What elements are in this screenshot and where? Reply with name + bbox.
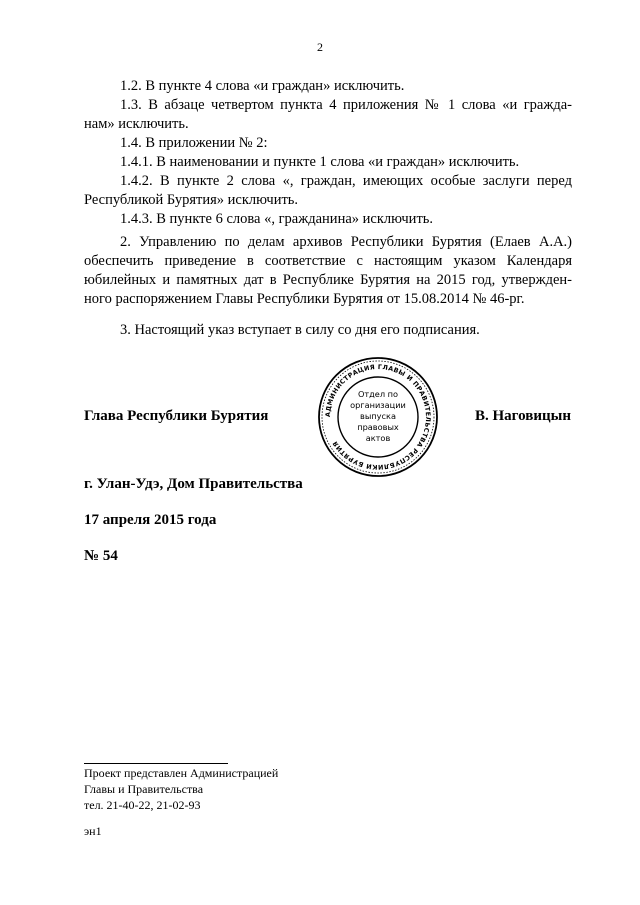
decree-number: № 54 [84, 548, 118, 564]
paragraph-1-4-2-cont: Республикой Бурятия» исключить. [84, 192, 299, 208]
executor-code: эн1 [84, 824, 102, 838]
paragraph-1-4-3: 1.4.3. В пункте 6 слова «, гражданина» исключить. [120, 211, 434, 227]
section-3-text: 3. Настоящий указ вступает в силу со дня его подписания. [120, 322, 480, 338]
section-2-line-3: юбилейных и памятных дат в Республике Бурятия на 2015 год, утвержден- [84, 272, 572, 288]
seal-line-5: актов [365, 433, 391, 443]
seal-line-2: организации [350, 400, 406, 410]
footnote-phone: тел. 21-40-22, 21-02-93 [84, 798, 201, 812]
section-2-line-2: обеспечить приведение в соответствие с настоящим указом Календаря [84, 253, 572, 269]
decree-date: 17 апреля 2015 года [84, 512, 217, 528]
paragraph-1-4: 1.4. В приложении № 2: [120, 135, 268, 151]
section-2-line-4: ного распоряжением Главы Республики Бурятия от 15.08.2014 № 46-рг. [84, 291, 525, 307]
footnote-line-1: Проект представлен Администрацией [84, 766, 279, 780]
section-3 [84, 321, 572, 340]
page-number: 2 [317, 40, 323, 54]
paragraph-1-2: 1.2. В пункте 4 слова «и граждан» исключить. [120, 78, 405, 94]
signatory-name: В. Наговицын [475, 408, 571, 424]
seal-line-4: правовых [357, 422, 399, 432]
signatory-title: Глава Республики Бурятия [84, 408, 269, 424]
seal-line-1: Отдел по [357, 389, 399, 399]
footnote-line-2: Главы и Правительства [84, 782, 204, 796]
seal-ring-textpath: АДМИНИСТРАЦИЯ ГЛАВЫ И ПРАВИТЕЛЬСТВА РЕСПУБЛИКИ БУРЯТИЯ [323, 362, 433, 472]
section-2 [84, 233, 572, 309]
paragraph-1-4-1: 1.4.1. В наименовании и пункте 1 слова «и граждан» исключить. [120, 154, 520, 170]
official-seal [316, 355, 440, 479]
amendments-block [84, 77, 572, 229]
paragraph-1-3-cont: нам» исключить. [84, 116, 189, 132]
section-2-line-1: 2. Управлению по делам архивов Республики Бурятия (Елаев А.А.) [120, 234, 572, 250]
seal-line-3: выпуска [360, 411, 396, 421]
footnote-divider [84, 763, 228, 764]
paragraph-1-4-2: 1.4.2. В пункте 2 слова «, граждан, имеющих особые заслуги перед [120, 173, 572, 189]
place-of-signing: г. Улан-Удэ, Дом Правительства [84, 476, 303, 492]
paragraph-1-3: 1.3. В абзаце четвертом пункта 4 приложения № 1 слова «и гражда- [120, 97, 572, 113]
